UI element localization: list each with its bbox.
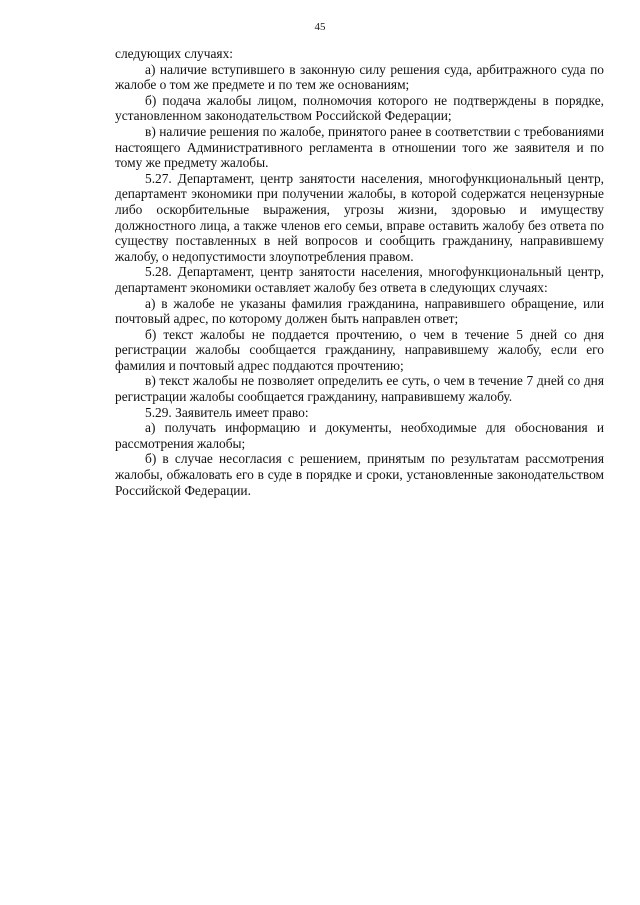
- paragraph-continuation: следующих случаях:: [115, 46, 233, 61]
- paragraph-item-a-get-info: а) получать информацию и документы, необходимые для обоснования и рассмотрения жалобы;: [115, 420, 604, 451]
- paragraph-item-v-unclear: в) текст жалобы не позволяет определить ее суть, о чем в течение 7 дней со дня регистрации жалобы сообщается гражданину, направившему жалобу.: [115, 373, 604, 405]
- paragraph-section-5-28: 5.28. Департамент, центр занятости населения, многофункциональный центр, департамент экономики оставляет жалобу без ответа в следующих случаях:: [115, 264, 604, 295]
- paragraph-item-v-prior-decision: в) наличие решения по жалобе, принятого ранее в соответствии с требованиями настоящего Административного регламента в отношении того же заявителя и по тому же предмету жалобы.: [115, 123, 604, 171]
- paragraph-section-5-29: 5.29. Заявитель имеет право:: [145, 404, 309, 420]
- paragraph-section-5-27: 5.27. Департамент, центр занятости населения, многофункциональный центр, департамент экономики при получении жалобы, в которой содержатся нецензурные либо оскорбительные выражения, угрозы жизни, здоровью и имуществу должностного лица, а также членов его семьи, вправе оставить жалобу без ответа по существу поставленных в ней вопросов и сообщить гражданину, направившему жалобу, о недопустимости злоупотребления правом.: [115, 170, 604, 264]
- paragraph-item-b-unconfirmed-authority: б) подача жалобы лицом, полномочия которого не подтверждены в порядке, установленном законодательством Российской Федерации;: [115, 92, 604, 124]
- page-number: 45: [314, 21, 326, 33]
- paragraph-item-a-no-name: а) в жалобе не указаны фамилия гражданина, направившего обращение, или почтовый адрес, по которому должен быть направлен ответ;: [115, 295, 604, 327]
- document-body: [115, 46, 604, 498]
- paragraph-item-a-court-decision: а) наличие вступившего в законную силу решения суда, арбитражного суда по жалобе о том же предмете и по тем же основаниям;: [115, 61, 604, 93]
- paragraph-item-b-unreadable: б) текст жалобы не поддается прочтению, о чем в течение 5 дней со дня регистрации жалобы сообщается гражданину, направившему жалобу, если его фамилия и почтовый адрес поддаются прочтению;: [115, 326, 604, 373]
- paragraph-item-b-appeal-court: б) в случае несогласия с решением, принятым по результатам рассмотрения жалобы, обжаловать его в суде в порядке и сроки, установленные законодательством Российской Федерации.: [115, 451, 604, 498]
